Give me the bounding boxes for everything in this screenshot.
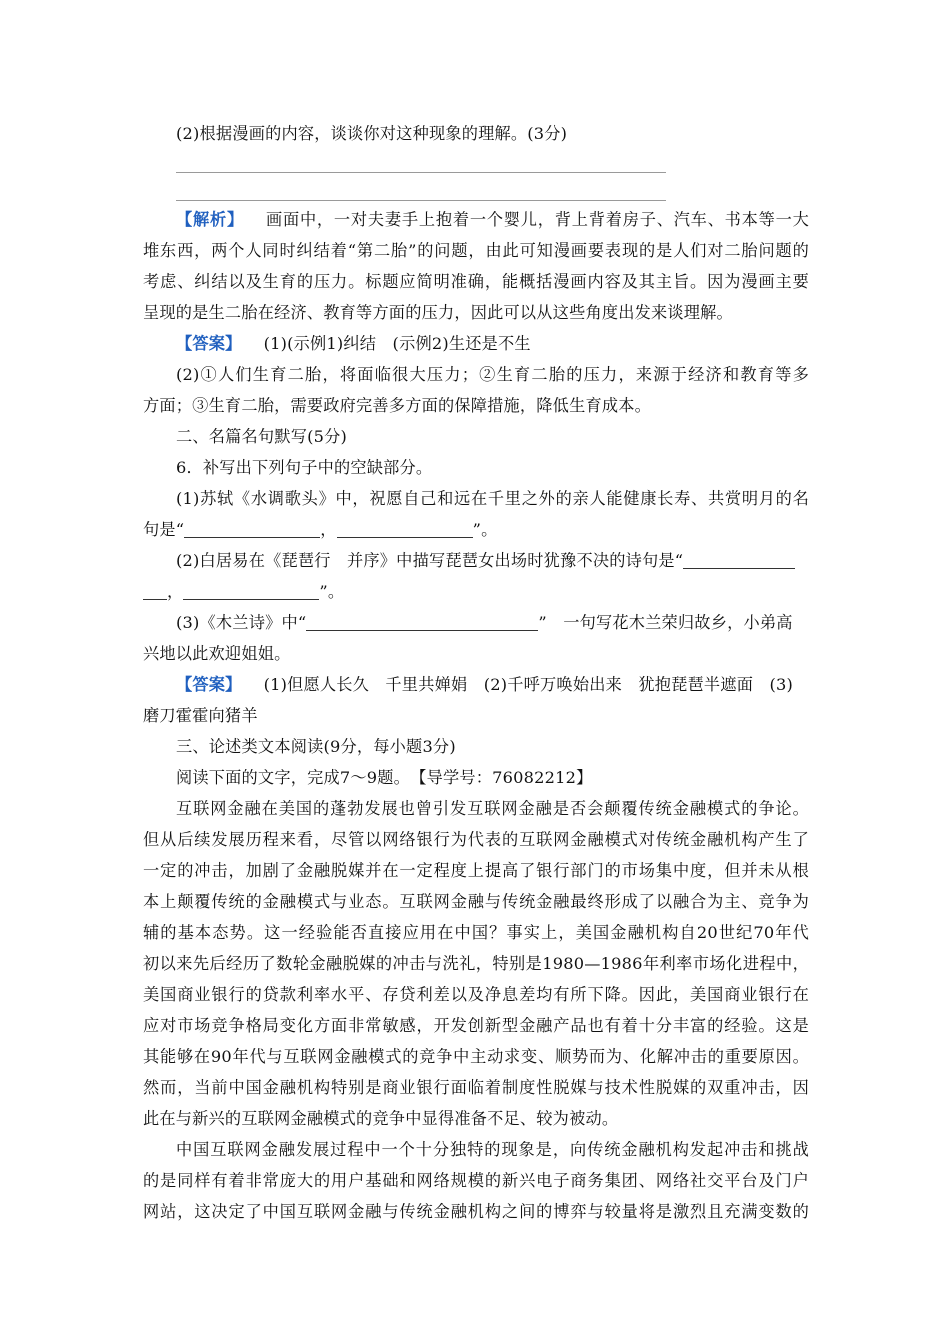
analysis-tag: 【解析】 (176, 210, 244, 229)
question-6-title: 6．补写出下列句子中的空缺部分。 (176, 458, 433, 477)
answer-tag: 【答案】 (176, 334, 242, 353)
reading-instruction: 阅读下面的文字，完成7～9题。 【导学号：76082212】 (176, 768, 593, 787)
para1-line: 一定的冲击，加剧了金融脱媒并在一定程度上提高了银行部门的市场集中度，但并未从根 (143, 861, 809, 880)
fill-blank[interactable] (143, 583, 167, 600)
question-2-prompt: (2)根据漫画的内容，谈谈你对这种现象的理解。(3分) (176, 124, 568, 143)
answer-1-line-2: (2)①人们生育二胎，将面临很大压力；②生育二胎的压力，来源于经济和教育等多 (176, 365, 809, 384)
fill-blank[interactable] (683, 552, 795, 569)
fill-blank[interactable] (184, 521, 320, 538)
para1-line: 美国商业银行的贷款利率水平、存贷利差以及净息差均有所下降。因此，美国商业银行在 (143, 985, 809, 1004)
q6-part1-line2: 句是“ ， ”。 (143, 520, 498, 539)
fill-blank[interactable] (306, 614, 538, 631)
answer-2-line-1: 【答案】 (1)但愿人长久 千里共婵娟 (2)千呼万唤始出来 犹抱琵琶半遮面 (3) (176, 675, 793, 694)
answer-1-line-1: 【答案】 (1)(示例1)纠结 (示例2)生还是不生 (176, 334, 531, 353)
q6-part1-line1: (1)苏轼《水调歌头》中，祝愿自己和远在千里之外的亲人能健康长寿、共赏明月的名 (176, 489, 809, 508)
para1-line: 互联网金融在美国的蓬勃发展也曾引发互联网金融是否会颠覆传统金融模式的争论。 (176, 799, 809, 818)
section-2-heading: 二、名篇名句默写(5分) (176, 427, 348, 446)
analysis-line-3: 考虑、纠结以及生育的压力。标题应简明准确，能概括漫画内容及其主旨。因为漫画主要 (143, 272, 809, 291)
fill-blank[interactable] (183, 583, 319, 600)
answer-line-1[interactable] (176, 172, 666, 173)
answer-2-line-2: 磨刀霍霍向猪羊 (143, 706, 258, 725)
q6-part2-line2: ， ”。 (143, 580, 809, 604)
fill-blank[interactable] (337, 521, 473, 538)
q6-part3-line1: (3)《木兰诗》中“ ” 一句写花木兰荣归故乡，小弟高 (176, 613, 793, 632)
para1-line: 但从后续发展历程来看，尽管以网络银行为代表的互联网金融模式对传统金融机构产生了 (143, 830, 809, 849)
analysis-line-4: 呈现的是生二胎在经济、教育等方面的压力，因此可以从这些角度出发来谈理解。 (143, 303, 733, 322)
para1-line: 此在与新兴的互联网金融模式的竞争中显得准备不足、较为被动。 (143, 1109, 619, 1128)
answer-line-2[interactable] (176, 200, 666, 201)
para2-line: 网站，这决定了中国互联网金融与传统金融机构之间的博弈与较量将是激烈且充满变数的 (143, 1202, 809, 1221)
para2-line: 的是同样有着非常庞大的用户基础和网络规模的新兴电子商务集团、网络社交平台及门户 (143, 1171, 809, 1190)
para1-line: 其能够在90年代与互联网金融模式的竞争中主动求变、顺势而为、化解冲击的重要原因。 (143, 1047, 809, 1066)
q6-part3-line2: 兴地以此欢迎姐姐。 (143, 644, 291, 663)
para1-line: 应对市场竞争格局变化方面非常敏感，开发创新型金融产品也有着十分丰富的经验。这是 (143, 1016, 809, 1035)
analysis-line-1: 【解析】 画面中，一对夫妻手上抱着一个婴儿，背上背着房子、汽车、书本等一大 (176, 210, 809, 229)
para1-line: 辅的基本态势。这一经验能否直接应用在中国？事实上，美国金融机构自20世纪70年代 (143, 923, 809, 942)
para1-line: 本上颠覆传统的金融模式与业态。互联网金融与传统金融最终形成了以融合为主、竞争为 (143, 892, 809, 911)
para2-line: 中国互联网金融发展过程中一个十分独特的现象是，向传统金融机构发起冲击和挑战 (176, 1140, 809, 1159)
answer-1-line-3: 方面；③生育二胎，需要政府完善多方面的保障措施，降低生育成本。 (143, 396, 652, 415)
q6-part2-line1: (2)白居易在《琵琶行 并序》中描写琵琶女出场时犹豫不决的诗句是“ (176, 549, 809, 573)
section-3-heading: 三、论述类文本阅读(9分，每小题3分) (176, 737, 456, 756)
para1-line: 初以来先后经历了数轮金融脱媒的冲击与洗礼，特别是1980—1986年利率市场化进程中， (143, 954, 809, 973)
answer-tag: 【答案】 (176, 675, 242, 694)
para1-line: 然而，当前中国金融机构特别是商业银行面临着制度性脱媒与技术性脱媒的双重冲击，因 (143, 1078, 809, 1097)
analysis-line-2: 堆东西，两个人同时纠结着“第二胎”的问题，由此可知漫画要表现的是人们对二胎问题的 (143, 241, 809, 260)
